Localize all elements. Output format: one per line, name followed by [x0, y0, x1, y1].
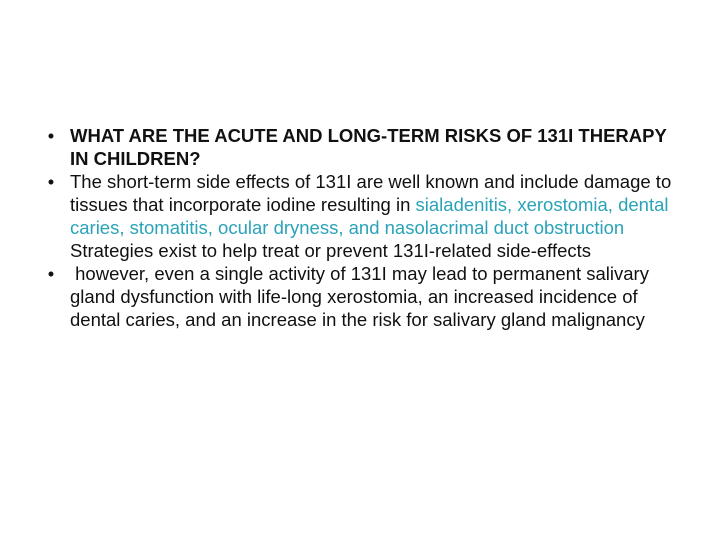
side-effects-highlight: sialadenitis, xerostomia, dental caries, stomatitis, ocular dryness, and nasolacrimal duct obstruction — [70, 194, 669, 238]
short-term-intro: The short-term side effects of 131I are well known and include damage to tissues that incorporate iodine resulting in — [70, 171, 672, 215]
bullet-marker: • — [47, 263, 55, 284]
short-term-text — [70, 171, 671, 261]
bullet-marker: • — [47, 125, 55, 146]
bullet-question — [44, 124, 684, 170]
bullet-marker: • — [47, 171, 55, 192]
question-text: WHAT ARE THE ACUTE AND LONG-TERM RISKS OF 131I THERAPY IN CHILDREN? — [70, 125, 667, 169]
bullet-short-term-effects — [44, 170, 684, 262]
long-term-text: however, even a single activity of 131I may lead to permanent salivary gland dysfunction with life-long xerostomia, an increased incidence of dental caries, and an increase in the risk for salivary gland malignancy — [70, 263, 655, 330]
short-term-strategies: Strategies exist to help treat or prevent 131I-related side-effects — [70, 240, 592, 261]
bullet-list — [44, 124, 684, 331]
bullet-long-term-effects — [44, 262, 684, 331]
